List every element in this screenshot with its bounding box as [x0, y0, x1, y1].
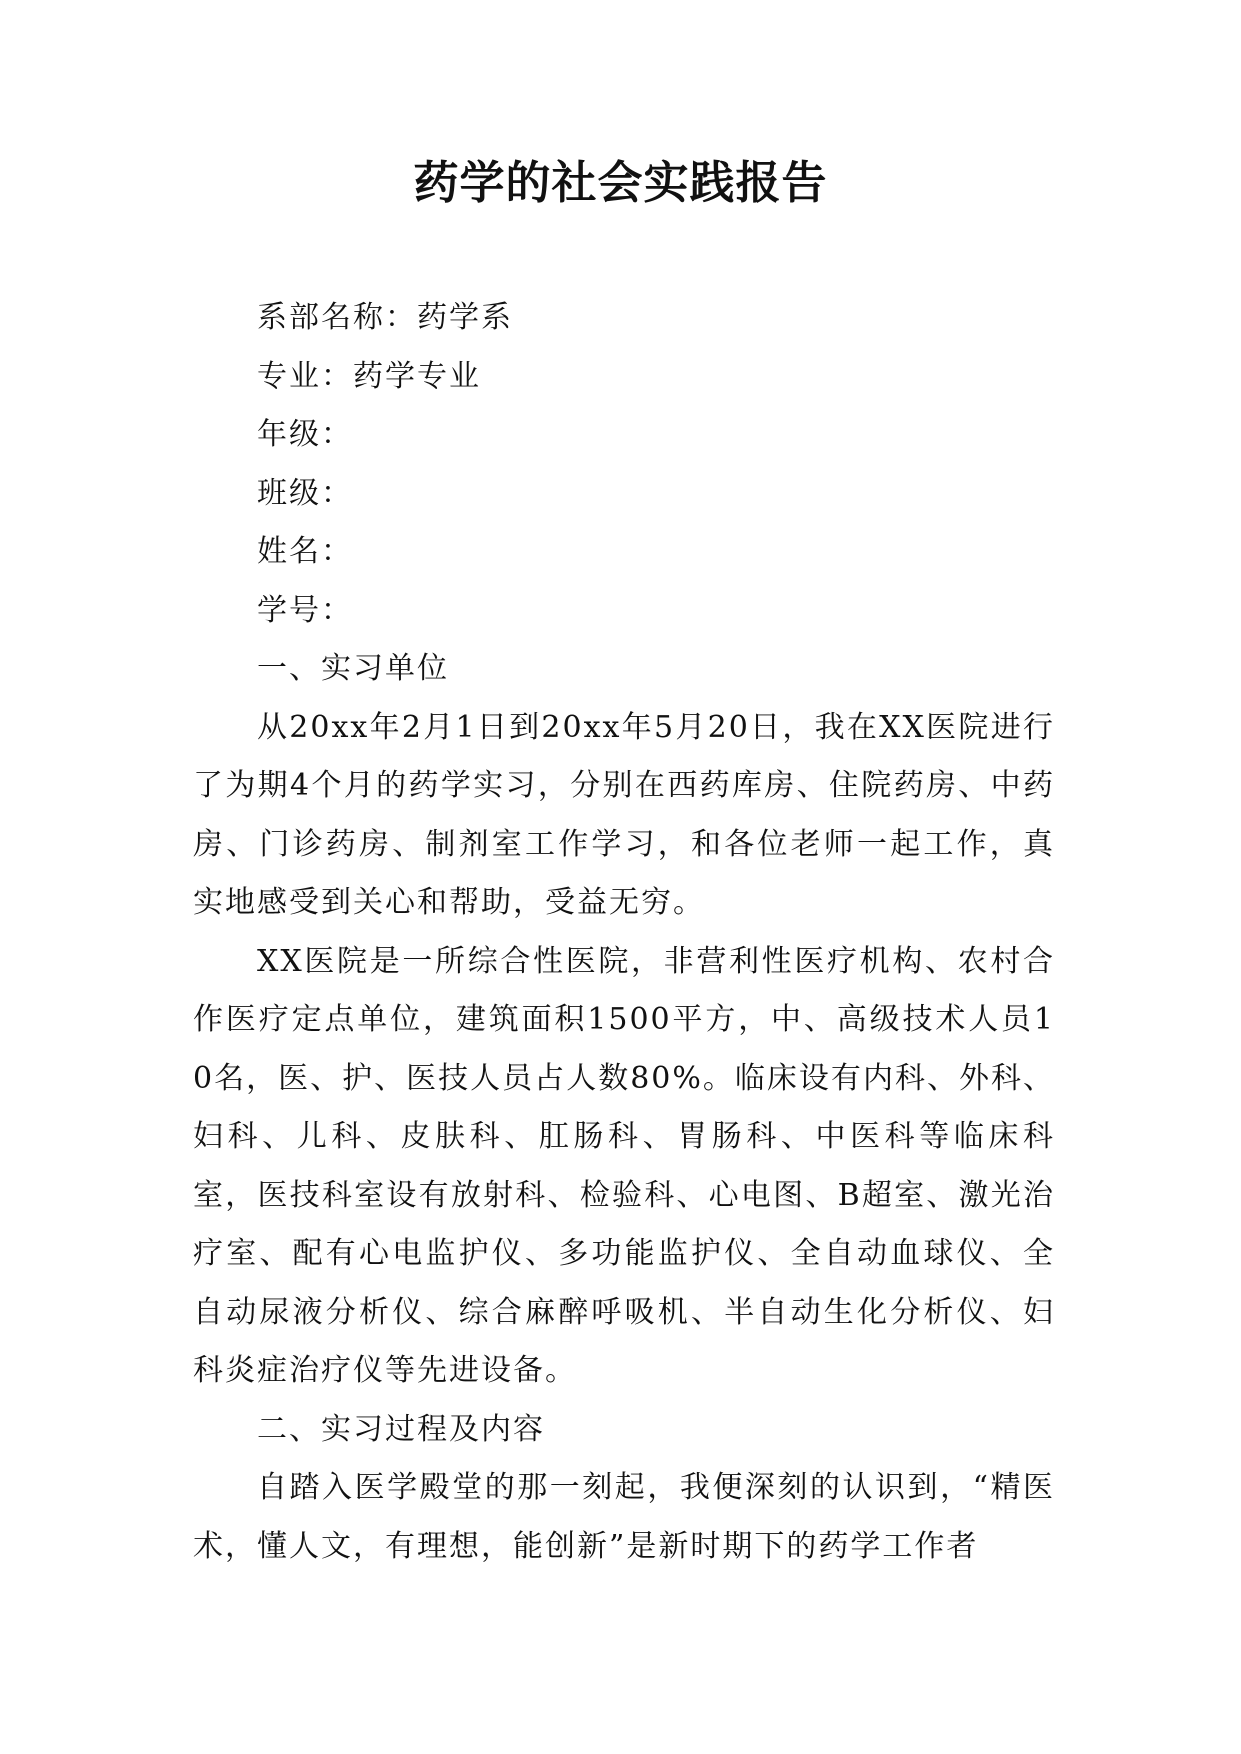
student-id-field: 学号：	[257, 592, 353, 628]
section-heading: 一、实习单位	[257, 651, 449, 686]
section-heading: 二、实习过程及内容	[257, 1411, 545, 1447]
department-field: 系部名称：药学系	[257, 300, 513, 335]
class-field: 班级：	[257, 475, 353, 511]
document-title: 药学的社会实践报告	[413, 156, 828, 209]
paragraph: XX医院是一所综合性医院，非营利性医疗机构、农村合作医疗定点单位，建筑面积1500平方，中、高级技术人员10名，医、护、医技人员占人数80%。临床设有内科、外科、妇科、儿科、皮肤科、肛肠科、胃肠科、中医科等临床科室，医技科室设有放射科、检验科、心电图、B超室、激光治疗室、配有心电监护仪、多功能监护仪、全自动血球仪、全自动尿液分析仪、综合麻醉呼吸机、半自动生化分析仪、妇科炎症治疗仪等先进设备。	[193, 943, 1055, 1388]
grade-field: 年级：	[257, 417, 353, 452]
major-field: 专业：药学专业	[257, 358, 481, 394]
paragraph: 自踏入医学殿堂的那一刻起，我便深刻的认识到，“精医术，懂人文，有理想，能创新”是新时期下的药学工作者	[193, 1470, 1055, 1564]
paragraph: 从20xx年2月1日到20xx年5月20日，我在XX医院进行了为期4个月的药学实习，分别在西药库房、住院药房、中药房、门诊药房、制剂室工作学习，和各位老师一起工作，真实地感受到关心和帮助，受益无穷。	[193, 709, 1055, 920]
name-field: 姓名：	[257, 534, 353, 569]
document-body	[193, 289, 1055, 1576]
